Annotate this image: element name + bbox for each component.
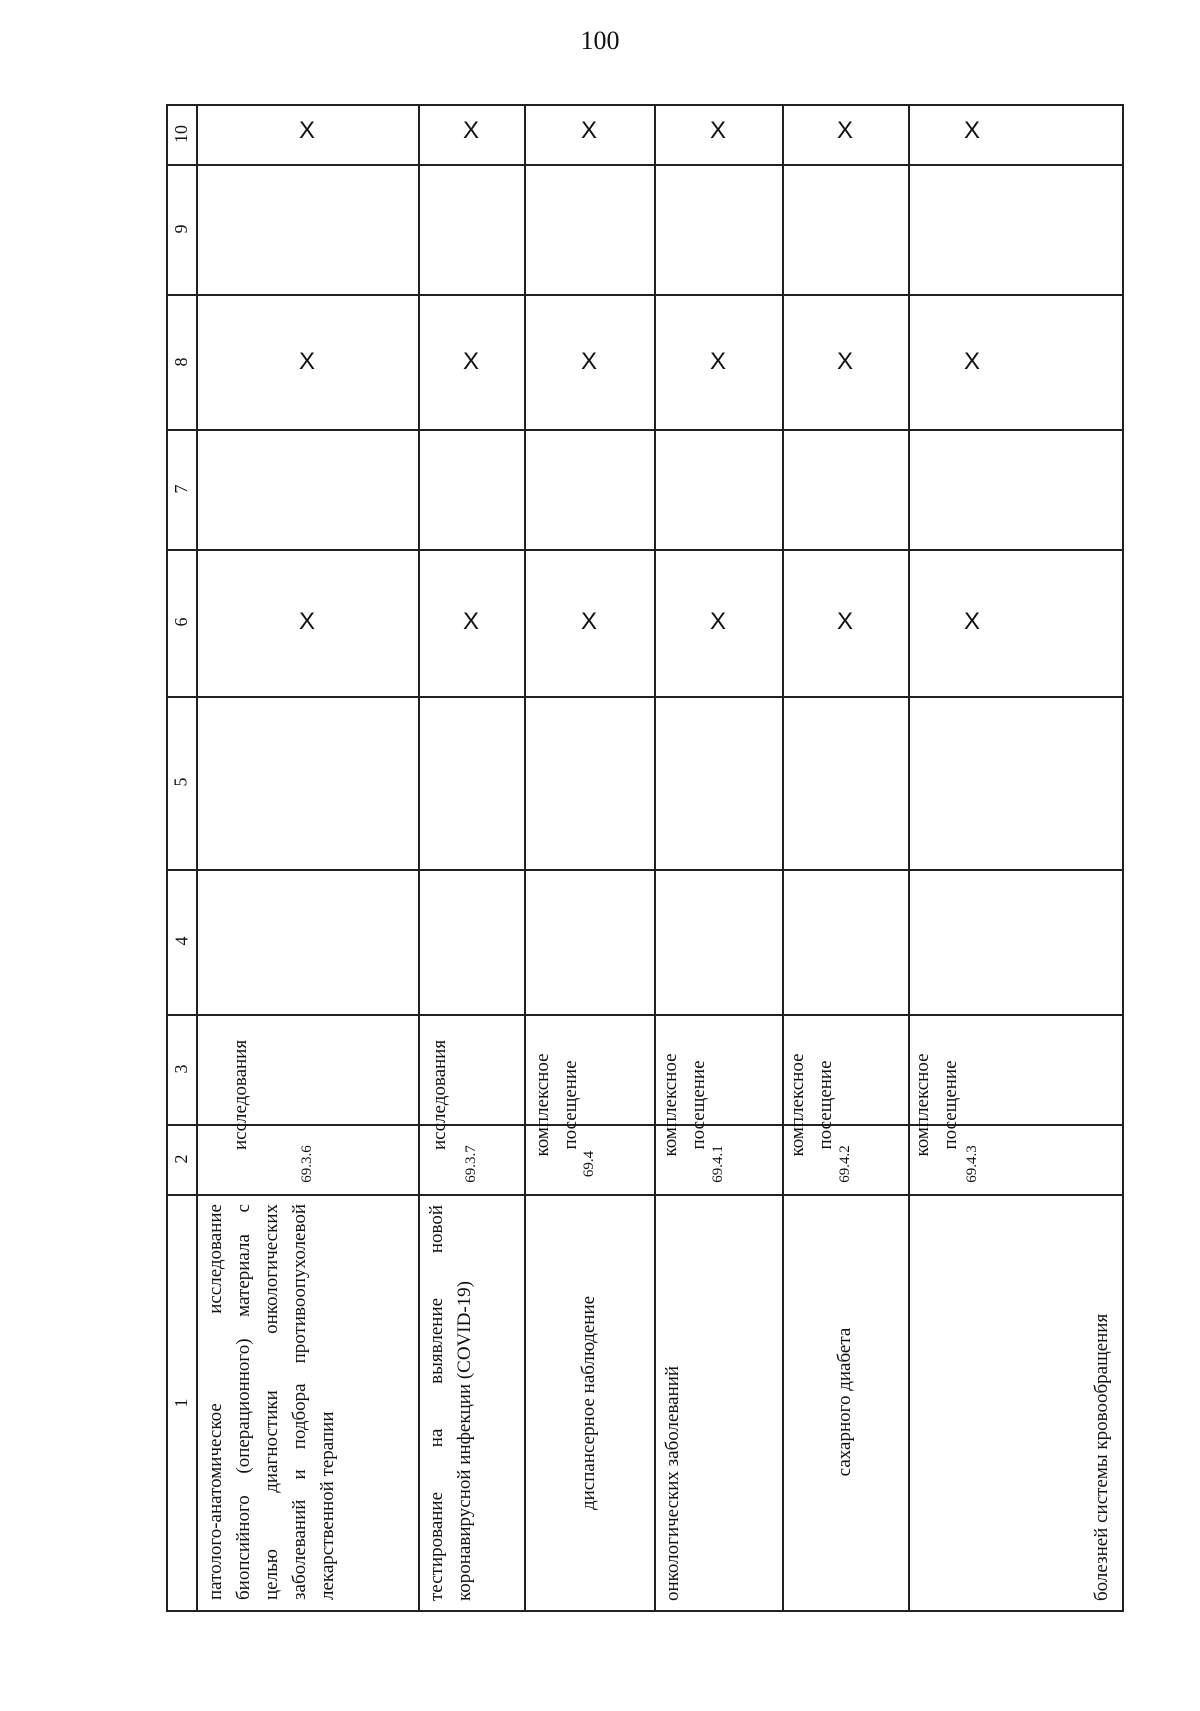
header-row-line bbox=[196, 104, 198, 1612]
row-6-name: болезней системы кровообращения bbox=[1091, 1313, 1112, 1601]
row-4-col8-mark: X bbox=[709, 348, 727, 375]
row-5-col6-mark: X bbox=[836, 608, 854, 635]
column-number-6: 6 bbox=[170, 617, 191, 627]
column-number-2: 2 bbox=[170, 1154, 191, 1164]
column-separator bbox=[166, 429, 1124, 431]
row-2-col6-mark: X bbox=[462, 608, 480, 635]
row-1-col6-mark: X bbox=[298, 608, 316, 635]
column-separator bbox=[166, 294, 1124, 296]
row-separator bbox=[782, 104, 784, 1612]
row-3-unit: комплексное посещение bbox=[532, 1053, 581, 1157]
row-2-name: тестирование на выявление новой коронавирусной инфекции (COVID-19) bbox=[426, 1205, 475, 1601]
row-2-unit: исследования bbox=[429, 1039, 450, 1150]
row-1-unit: исследования bbox=[230, 1039, 251, 1150]
page-number: 100 bbox=[580, 26, 620, 55]
row-3-code: 69.4 bbox=[580, 1150, 597, 1178]
row-6-code: 69.4.3 bbox=[963, 1145, 980, 1183]
row-6-col6-mark: X bbox=[963, 608, 981, 635]
row-5-name: сахарного диабета bbox=[834, 1327, 855, 1477]
column-number-3: 3 bbox=[170, 1064, 191, 1074]
column-number-10: 10 bbox=[170, 125, 191, 143]
row-4-col6-mark: X bbox=[709, 608, 727, 635]
row-separator bbox=[524, 104, 526, 1612]
row-6-col8-mark: X bbox=[963, 348, 981, 375]
column-separator bbox=[166, 1014, 1124, 1016]
column-separator bbox=[166, 869, 1124, 871]
row-2-code: 69.3.7 bbox=[462, 1145, 479, 1183]
column-number-4: 4 bbox=[171, 936, 191, 946]
row-separator bbox=[654, 104, 656, 1612]
row-3-col10-mark: X bbox=[580, 117, 598, 144]
column-number-1: 1 bbox=[170, 1398, 191, 1408]
row-2-col8-mark: X bbox=[462, 348, 480, 375]
column-separator bbox=[166, 696, 1124, 698]
row-4-code: 69.4.1 bbox=[709, 1145, 726, 1183]
row-3-col8-mark: X bbox=[580, 348, 598, 375]
row-6-unit: комплексное посещение bbox=[912, 1053, 961, 1157]
row-3-col6-mark: X bbox=[580, 608, 598, 635]
row-4-col10-mark: X bbox=[709, 117, 727, 144]
column-number-9: 9 bbox=[170, 224, 191, 234]
rotated-table bbox=[166, 104, 1124, 1612]
row-1-col10-mark: X bbox=[298, 117, 316, 144]
row-5-col10-mark: X bbox=[836, 117, 854, 144]
row-1-col8-mark: X bbox=[298, 348, 316, 375]
row-1-name: патолого-анатомическое исследование биопсийного (операционного) материала с целью диагностики онкологических заболеваний и подбора противоопухолевой лекарственной терапии bbox=[205, 1204, 338, 1600]
row-3-name: диспансерное наблюдение bbox=[578, 1295, 599, 1511]
row-5-unit: комплексное посещение bbox=[787, 1053, 836, 1157]
row-4-unit: комплексное посещение bbox=[660, 1053, 709, 1157]
row-1-code: 69.3.6 bbox=[298, 1145, 315, 1183]
column-number-5: 5 bbox=[170, 777, 190, 787]
column-number-8: 8 bbox=[170, 357, 191, 367]
column-number-7: 7 bbox=[170, 484, 191, 494]
row-4-name: онкологических заболеваний bbox=[662, 1365, 683, 1601]
row-separator bbox=[908, 104, 910, 1612]
row-6-col10-mark: X bbox=[963, 117, 981, 144]
column-separator bbox=[166, 164, 1124, 166]
row-5-code: 69.4.2 bbox=[836, 1145, 853, 1183]
row-5-col8-mark: X bbox=[836, 348, 854, 375]
row-2-col10-mark: X bbox=[462, 117, 480, 144]
row-separator bbox=[418, 104, 420, 1612]
column-separator bbox=[166, 549, 1124, 551]
